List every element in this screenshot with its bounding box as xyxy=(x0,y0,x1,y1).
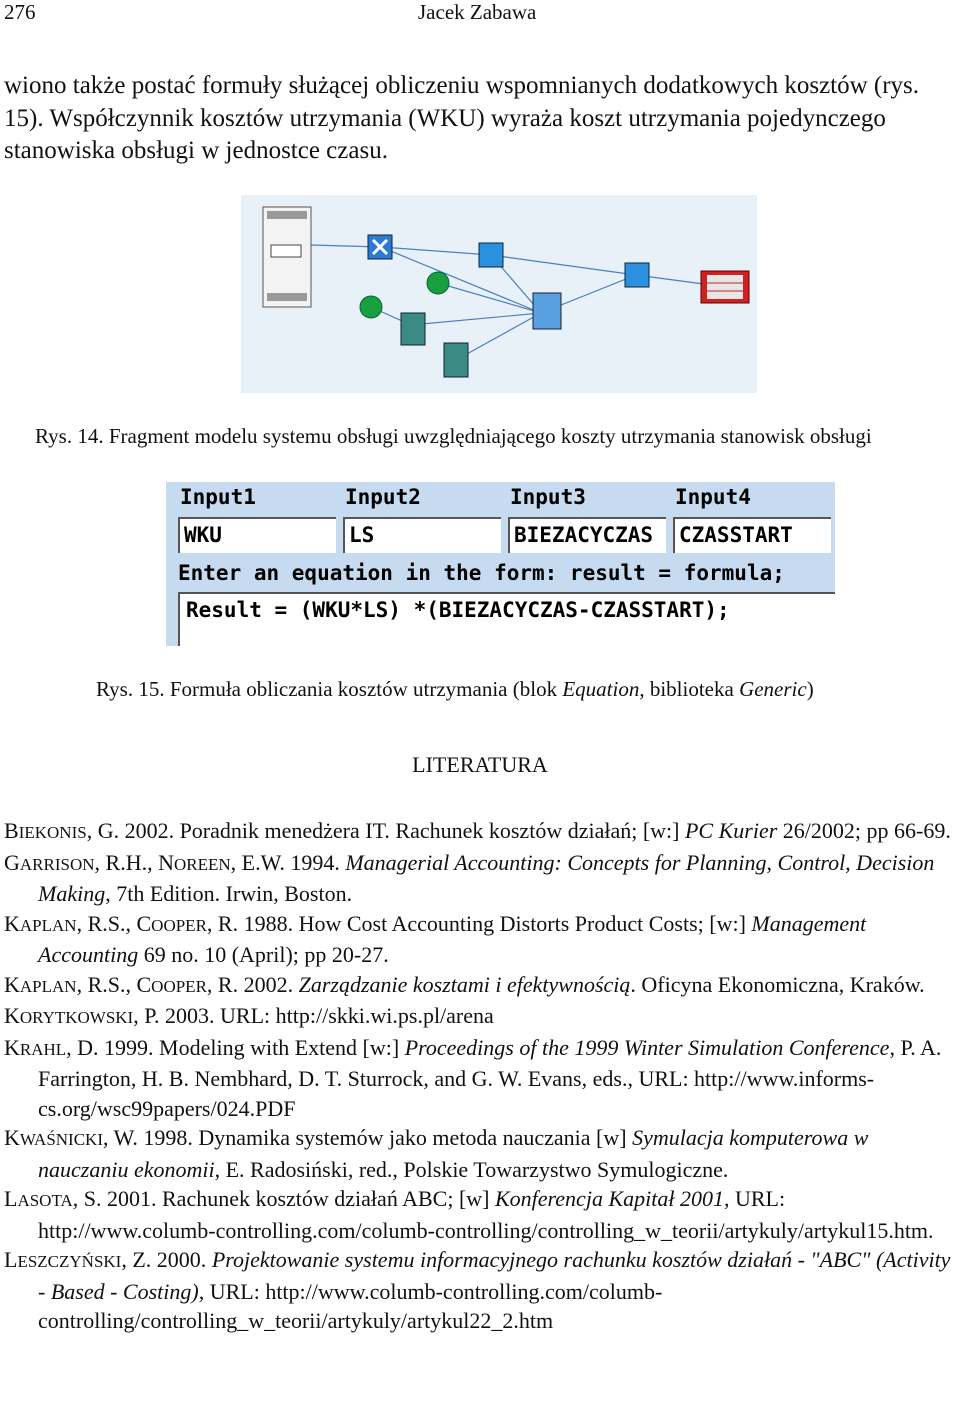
equation-field[interactable]: Result = (WKU*LS) *(BIEZACYCZAS-CZASSTART); xyxy=(178,592,835,646)
reference-item: KAPLAN, R.S., COOPER, R. 2002. Zarządzanie kosztami i efektywnością. Oficyna Ekonomiczna, Kraków. xyxy=(4,971,925,997)
queue-block-icon xyxy=(479,243,503,267)
equation-block-icon xyxy=(444,343,468,377)
input3-field[interactable]: BIEZACYCZAS xyxy=(508,517,666,553)
reference-item: KAPLAN, R.S., COOPER, R. 1988. How Cost Accounting Distorts Product Costs; [w:] Management Accounting 69 no. 10 (April); pp 20-27. xyxy=(4,910,867,967)
reference-list xyxy=(4,816,956,1336)
input1-label: Input1 xyxy=(180,485,256,509)
figure-15-caption: Rys. 15. Formuła obliczania kosztów utrzymania (blok Equation, biblioteka Generic) xyxy=(96,677,814,701)
input3-label: Input3 xyxy=(510,485,586,509)
figure-14-caption: Rys. 14. Fragment modelu systemu obsługi uwzględniającego koszty utrzymania stanowisk obsługi xyxy=(35,424,872,448)
equation-prompt: Enter an equation in the form: result = formula; xyxy=(178,561,785,585)
activity-block-icon xyxy=(625,263,649,287)
reference-item: KWAŚNICKI, W. 1998. Dynamika systemów jako metoda nauczania [w] Symulacja komputerowa w nauczaniu ekonomii, E. Radosiński, red., Polskie Towarzystwo Symulogiczne. xyxy=(4,1125,869,1182)
literature-heading: LITERATURA xyxy=(412,752,548,777)
running-head-author: Jacek Zabawa xyxy=(418,0,537,24)
figure-14-model-diagram xyxy=(241,195,757,393)
figure-15-equation-dialog xyxy=(166,482,835,646)
reference-item: KRAHL, D. 1999. Modeling with Extend [w:] Proceedings of the 1999 Winter Simulation Conference, P. A. Farrington, H. B. Nembhard, D. T. Sturrock, and G. W. Evans, eds., URL: http://www.informs-cs.org/wsc99papers/024.PDF xyxy=(4,1034,942,1121)
input4-field[interactable]: CZASSTART xyxy=(673,517,831,553)
plotter-block-icon xyxy=(701,271,749,303)
equation-block-icon xyxy=(401,313,425,345)
page-number: 276 xyxy=(4,0,36,24)
equation-block-icon xyxy=(533,293,561,329)
input4-label: Input4 xyxy=(675,485,751,509)
reference-item: KORYTKOWSKI, P. 2003. URL: http://skki.wi.ps.pl/arena xyxy=(4,1003,494,1028)
reference-item: LESZCZYŃSKI, Z. 2000. Projektowanie systemu informacyjnego rachunku kosztów działań - "ABC" (Activity - Based - Costing), URL: http://www.columb-controlling.com/columb-controlling/controlling_w_teorii/artykuly/artykul22_2.htm xyxy=(4,1247,951,1333)
model-diagram-graphic xyxy=(241,195,757,393)
generator-icon xyxy=(427,272,449,294)
input1-field[interactable]: WKU xyxy=(178,517,336,553)
input2-label: Input2 xyxy=(345,485,421,509)
generator-icon xyxy=(360,296,382,318)
reference-item: GARRISON, R.H., NOREEN, E.W. 1994. Managerial Accounting: Concepts for Planning, Control, Decision Making, 7th Edition. Irwin, Boston. xyxy=(4,849,935,906)
intro-paragraph: wiono także postać formuły służącej obliczeniu wspomnianych dodatkowych kosztów (rys. 15). Współczynnik kosztów utrzymania (WKU) wyraża koszt utrzymania pojedynczego stanowiska obsługi w jednostce czasu. xyxy=(4,72,920,164)
reference-item: BIEKONIS, G. 2002. Poradnik menedżera IT. Rachunek kosztów działań; [w:] PC Kurier 26/2002; pp 66-69. xyxy=(4,818,951,843)
reference-item: LASOTA, S. 2001. Rachunek kosztów działań ABC; [w] Konferencja Kapitał 2001, URL: http://www.columb-controlling.com/columb-controlling/controlling_w_teorii/artykuly/artykul15.htm. xyxy=(4,1186,934,1243)
input2-field[interactable]: LS xyxy=(343,517,501,553)
input-block-icon xyxy=(263,207,311,307)
